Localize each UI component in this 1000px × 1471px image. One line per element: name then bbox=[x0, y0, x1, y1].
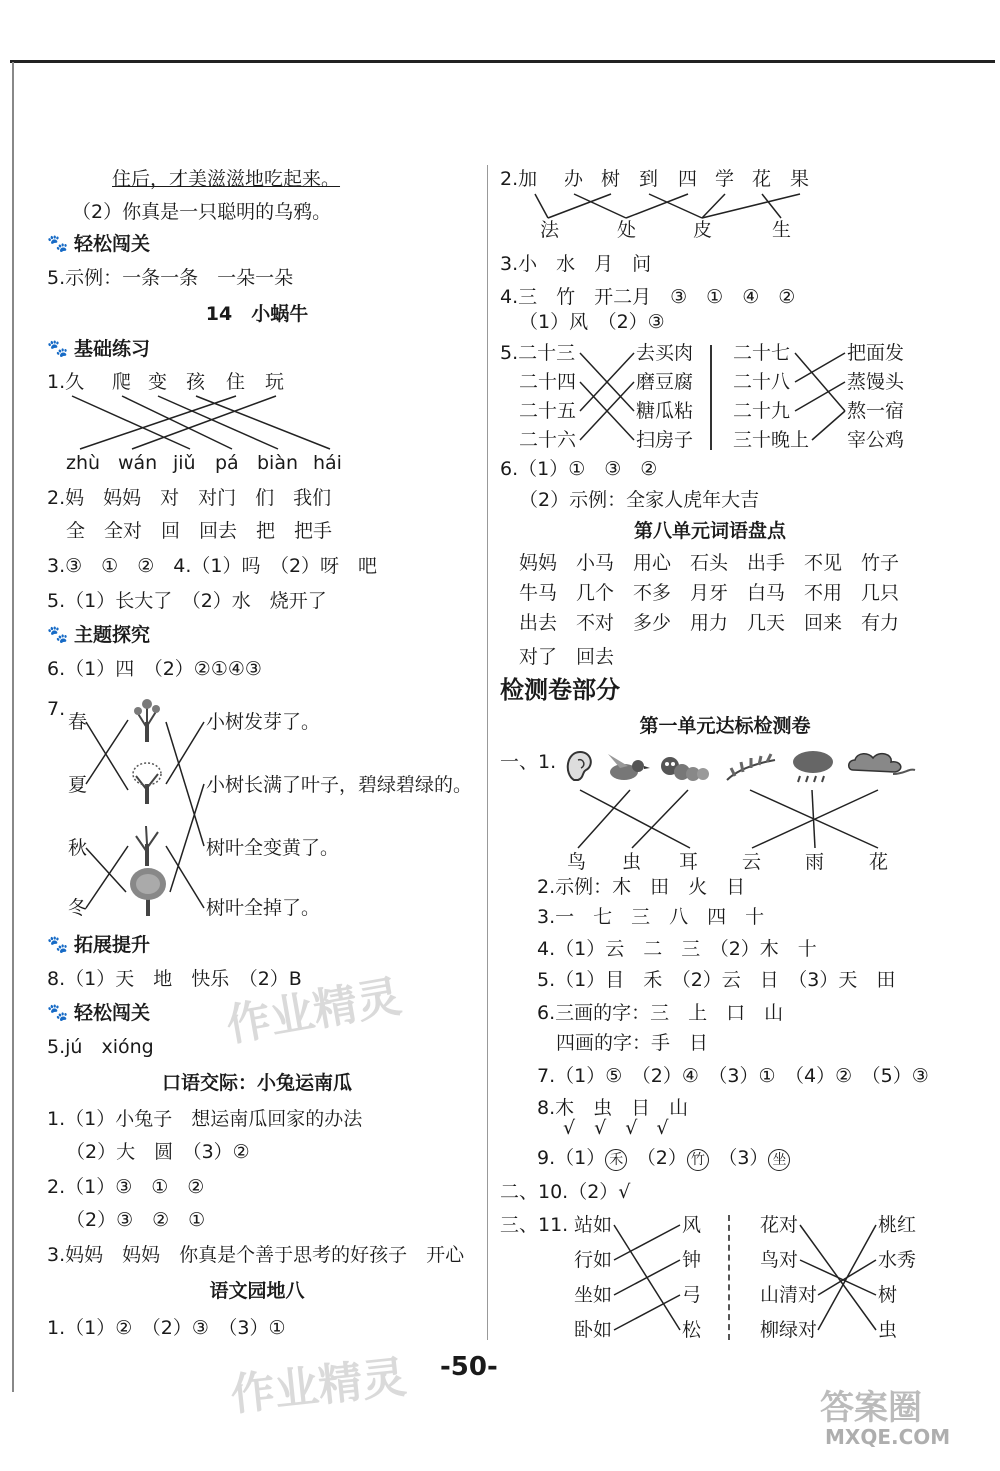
match-line bbox=[72, 396, 190, 449]
match-line bbox=[795, 353, 845, 382]
paw-icon: 🐾 bbox=[47, 339, 69, 359]
q1-pinyin: wán bbox=[118, 452, 158, 474]
t1-char: 虫 bbox=[622, 851, 642, 873]
answer-line: 3.一 七 三 八 四 十 bbox=[537, 906, 765, 928]
match-line bbox=[614, 1225, 680, 1260]
answer-line: （1）风 （2）③ bbox=[519, 311, 665, 333]
watermark: MXQE.COM bbox=[825, 1425, 951, 1449]
t11-left: 站如 bbox=[574, 1214, 613, 1236]
answer-line: 3.③ ① ② 4.（1）吗 （2）呀 吧 bbox=[47, 555, 378, 577]
paw-icon: 🐾 bbox=[47, 935, 69, 955]
word-row: 牛马 几个 不多 月牙 白马 不用 几只 bbox=[519, 582, 900, 604]
answer-line: 3.小 水 月 问 bbox=[500, 253, 652, 275]
r2-top-char: 树 bbox=[601, 168, 621, 190]
q1-pinyin: jiǔ bbox=[173, 452, 196, 474]
r5-right-item: 熬一宿 bbox=[847, 400, 905, 422]
answer-line: 4.（1）云 二 三 （2）木 十 bbox=[537, 938, 817, 960]
r5-right-item: 宰公鸡 bbox=[847, 429, 905, 451]
t11-right-answer: 树 bbox=[878, 1284, 898, 1306]
q7-season: 冬 bbox=[68, 897, 88, 919]
answer-line: 全 全对 回 回去 把 把手 bbox=[66, 520, 333, 542]
match-line bbox=[170, 784, 204, 892]
r2-top-char: 学 bbox=[715, 168, 735, 190]
r2-top-char: 办 bbox=[564, 168, 584, 190]
t11-label: 三、11. bbox=[500, 1214, 569, 1236]
r2-bottom-char: 生 bbox=[772, 219, 792, 241]
t11-right-answer: 桃红 bbox=[878, 1214, 917, 1236]
answer-line: 7.（1）⑤ （2）④ （3）① （4）② （5）③ bbox=[537, 1065, 929, 1087]
circled-char: 竹 bbox=[687, 1149, 709, 1171]
section-title: 语文园地八 bbox=[209, 1280, 305, 1302]
q1-char: 孩 bbox=[186, 371, 206, 393]
q1-pinyin: zhù bbox=[66, 452, 101, 474]
section-heading: 轻松闯关 bbox=[74, 1002, 151, 1024]
answer-line: 2.妈 妈妈 对 对门 们 我们 bbox=[47, 487, 332, 509]
answer-line: 2.（1）③ ① ② bbox=[47, 1176, 205, 1198]
t11-right-answer: 虫 bbox=[878, 1319, 898, 1341]
t1-char: 耳 bbox=[679, 851, 699, 873]
t11-left: 坐如 bbox=[574, 1284, 613, 1306]
q1-char: 1.久 bbox=[47, 371, 85, 393]
match-line bbox=[580, 790, 690, 848]
check-marks: √ √ √ √ bbox=[563, 1117, 669, 1139]
part-title: 检测卷部分 bbox=[500, 676, 620, 704]
r5-right-num: 二十八 bbox=[733, 371, 791, 393]
answer-line: 四画的字：手 日 bbox=[556, 1032, 709, 1054]
match-line bbox=[86, 720, 128, 784]
t11-left-answer: 钟 bbox=[682, 1249, 702, 1271]
t11-right: 花对 bbox=[760, 1214, 799, 1236]
paw-icon: 🐾 bbox=[47, 625, 69, 645]
r5-left-item: 磨豆腐 bbox=[636, 371, 694, 393]
q7-description: 小树长满了叶子，碧绿碧绿的。 bbox=[206, 774, 473, 796]
q7-description: 树叶全变黄了。 bbox=[206, 837, 340, 859]
section-heading: 主题探究 bbox=[74, 624, 151, 646]
answer-line: 住后，才美滋滋地吃起来。 bbox=[112, 168, 341, 190]
answer-line: 3.妈妈 妈妈 你真是个善于思考的好孩子 开心 bbox=[47, 1244, 465, 1266]
match-line bbox=[132, 396, 276, 449]
paw-icon: 🐾 bbox=[47, 234, 69, 254]
t11-left: 行如 bbox=[574, 1249, 613, 1271]
circled-char: 坐 bbox=[768, 1149, 790, 1171]
q7-description: 小树发芽了。 bbox=[206, 711, 321, 733]
watermark: 作业精灵 bbox=[222, 971, 405, 1052]
q1-char: 玩 bbox=[265, 371, 285, 393]
r5-left-num: 二十六 bbox=[519, 429, 577, 451]
match-line bbox=[812, 411, 845, 440]
r5-right-item: 把面发 bbox=[847, 342, 905, 364]
q7-season: 春 bbox=[68, 711, 88, 733]
answer-line: （2）你真是一只聪明的乌鸦。 bbox=[72, 201, 332, 223]
answer-line: （2）③ ② ① bbox=[66, 1209, 206, 1231]
r5-right-num: 二十九 bbox=[733, 400, 791, 422]
q1-pinyin: biàn bbox=[257, 452, 299, 474]
match-line bbox=[795, 353, 845, 411]
match-line bbox=[535, 194, 548, 218]
r5-right-item: 蒸馒头 bbox=[847, 371, 905, 393]
t11-left: 卧如 bbox=[574, 1319, 613, 1341]
answer-line: 2.示例：木 田 火 日 bbox=[537, 876, 746, 898]
match-line bbox=[818, 1225, 876, 1330]
t11-right: 鸟对 bbox=[760, 1249, 799, 1271]
watermark: 答案圈 bbox=[820, 1388, 922, 1428]
t11-right: 山清对 bbox=[760, 1284, 818, 1306]
answer-line: 4.三 竹 开二月 ③ ① ④ ② bbox=[500, 286, 796, 308]
match-line bbox=[762, 194, 781, 218]
answer-line: 1.（1）② （2）③ （3）① bbox=[47, 1317, 286, 1339]
t9-part: （3） bbox=[727, 1147, 769, 1169]
lesson-title: 14 小蜗牛 bbox=[205, 303, 309, 325]
answer-line: 8.（1）天 地 快乐 （2）B bbox=[47, 968, 302, 990]
t11-left-answer: 风 bbox=[682, 1214, 702, 1236]
r5-left-item: 去买肉 bbox=[636, 342, 694, 364]
answer-line: 8.木 虫 日 山 bbox=[537, 1097, 689, 1119]
answer-line: 5.（1）长大了 （2）水 烧开了 bbox=[47, 590, 327, 612]
match-line bbox=[702, 194, 800, 218]
t1-char: 花 bbox=[869, 851, 889, 873]
t11-left-answer: 弓 bbox=[682, 1284, 702, 1306]
r2-top-char: 四 bbox=[678, 168, 698, 190]
q1-char: 住 bbox=[226, 371, 246, 393]
match-line bbox=[578, 790, 630, 848]
answer-line: （2）大 圆 （3）② bbox=[66, 1141, 250, 1163]
r5-left-num: 二十五 bbox=[519, 400, 577, 422]
t9-prefix: 9.（1） bbox=[537, 1147, 606, 1169]
word-row: 出去 不对 多少 用力 几天 回来 有力 bbox=[519, 612, 900, 634]
section-heading: 基础练习 bbox=[74, 338, 151, 360]
section-heading: 轻松闯关 bbox=[74, 233, 151, 255]
r5-right-num: 三十晚上 bbox=[733, 429, 810, 451]
circled-char: 禾 bbox=[605, 1149, 627, 1171]
paw-icon: 🐾 bbox=[47, 1003, 69, 1023]
q7-season: 秋 bbox=[68, 837, 88, 859]
r5-left-num: 5.二十三 bbox=[500, 342, 576, 364]
q1-pinyin: hái bbox=[313, 452, 342, 474]
match-line bbox=[795, 382, 845, 411]
answer-line: 二、10.（2）√ bbox=[500, 1181, 631, 1203]
page-number: -50- bbox=[440, 1352, 498, 1382]
t11-right: 柳绿对 bbox=[760, 1319, 818, 1341]
section-title: 第八单元词语盘点 bbox=[633, 520, 786, 542]
r2-bottom-char: 法 bbox=[540, 219, 560, 241]
r5-left-item: 糖瓜粘 bbox=[636, 400, 694, 422]
r2-top-char: 到 bbox=[639, 168, 659, 190]
t1-char: 鸟 bbox=[567, 851, 587, 873]
t11-right-answer: 水秀 bbox=[878, 1249, 917, 1271]
r2-top-char: 花 bbox=[752, 168, 772, 190]
match-line bbox=[166, 722, 204, 846]
word-row: 妈妈 小马 用心 石头 出手 不见 竹子 bbox=[519, 552, 900, 574]
test-title: 第一单元达标检测卷 bbox=[639, 715, 811, 737]
answer-line: （2）示例：全家人虎年大吉 bbox=[519, 489, 760, 511]
watermark: 作业精灵 bbox=[228, 1351, 409, 1422]
q7-label: 7. bbox=[47, 698, 66, 720]
q1-char: 爬 bbox=[112, 371, 132, 393]
match-line bbox=[86, 848, 126, 892]
q1-pinyin: pá bbox=[215, 452, 239, 474]
answer-line: 5.jú xióng bbox=[47, 1036, 154, 1058]
t1-char: 云 bbox=[742, 851, 762, 873]
r2-bottom-char: 皮 bbox=[693, 219, 713, 241]
match-line bbox=[614, 1260, 680, 1295]
section-title: 口语交际：小兔运南瓜 bbox=[161, 1072, 352, 1094]
answer-line: 5.（1）目 禾 （2）云 日 （3）天 田 bbox=[537, 969, 896, 991]
q1-char: 变 bbox=[148, 371, 168, 393]
section-heading: 拓展提升 bbox=[74, 934, 151, 956]
t9-part: （2） bbox=[646, 1147, 687, 1169]
t1-label: 一、1. bbox=[500, 751, 557, 773]
match-line bbox=[166, 846, 204, 908]
r2-top-char: 2.加 bbox=[500, 168, 538, 190]
r5-left-num: 二十四 bbox=[519, 371, 577, 393]
word-row: 对了 回去 bbox=[519, 646, 615, 668]
q7-description: 树叶全掉了。 bbox=[206, 897, 321, 919]
match-line bbox=[632, 790, 688, 848]
answer-line: 1.（1）小兔子 想运南瓜回家的办法 bbox=[47, 1108, 363, 1130]
answer-line: 6.（1）四 （2）②①④③ bbox=[47, 658, 262, 680]
r2-top-char: 果 bbox=[790, 168, 810, 190]
r2-bottom-char: 处 bbox=[617, 219, 637, 241]
match-line bbox=[86, 722, 128, 790]
q7-season: 夏 bbox=[68, 774, 88, 796]
t1-char: 雨 bbox=[805, 851, 825, 873]
answer-line: 6.（1）① ③ ② bbox=[500, 458, 658, 480]
match-line bbox=[614, 1295, 680, 1330]
r5-right-num: 二十七 bbox=[733, 342, 791, 364]
t11-left-answer: 松 bbox=[682, 1319, 702, 1341]
match-line bbox=[166, 722, 204, 784]
answer-line: 6.三画的字：三 上 口 山 bbox=[537, 1002, 784, 1024]
match-line bbox=[702, 194, 725, 218]
match-line bbox=[80, 396, 236, 449]
match-line bbox=[800, 1260, 876, 1295]
r5-left-item: 扫房子 bbox=[636, 429, 694, 451]
answer-line: 5.示例：一条一条 一朵一朵 bbox=[47, 267, 294, 289]
